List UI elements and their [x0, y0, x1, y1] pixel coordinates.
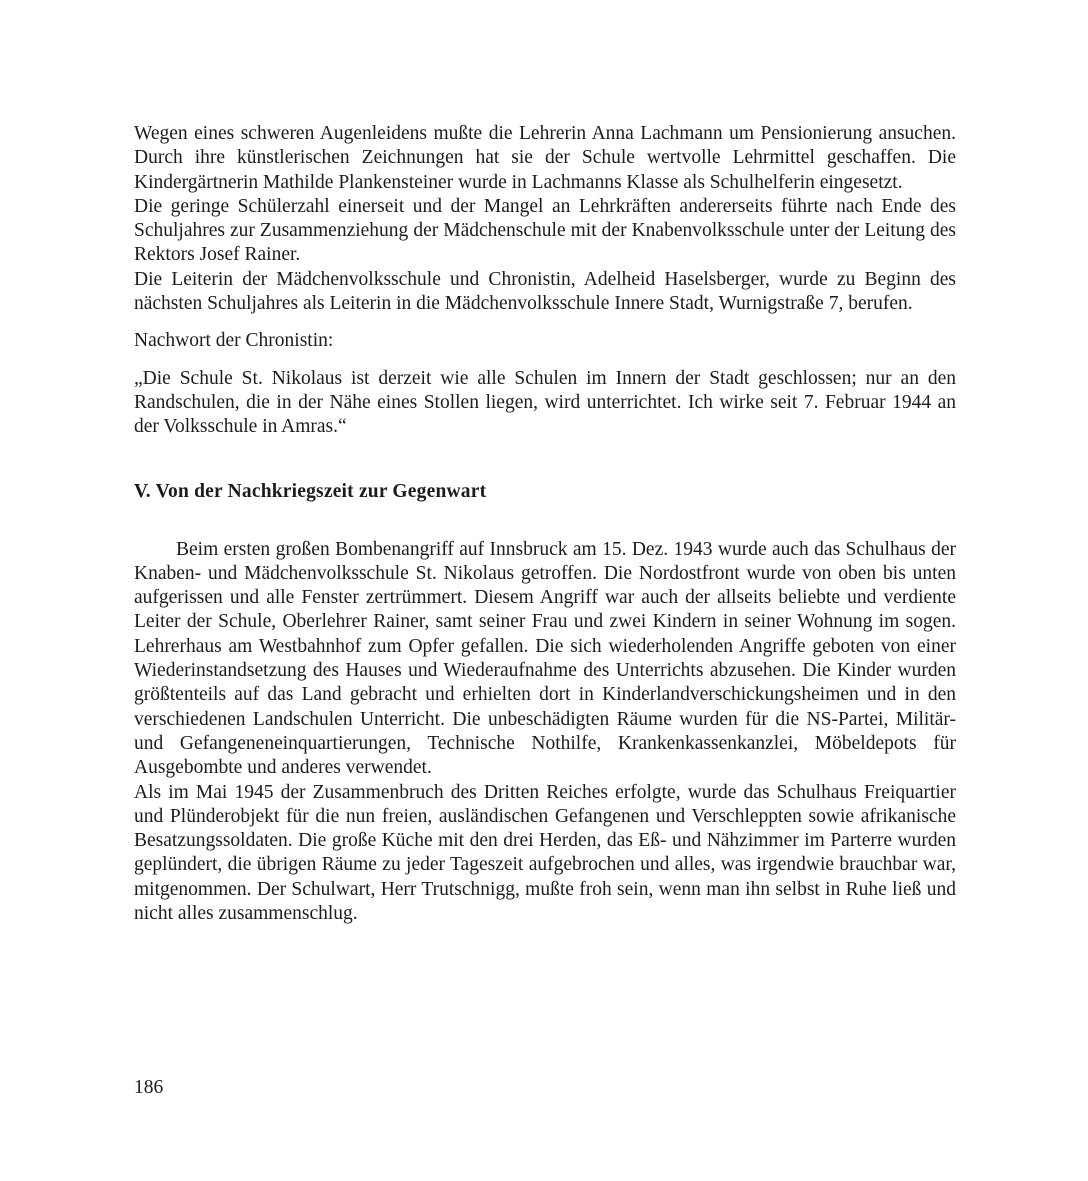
afterword-heading: Nachwort der Chronistin:: [134, 330, 334, 352]
paragraph-plundering: Als im Mai 1945 der Zusammenbruch des Dritten Reiches erfolgte, wurde das Schulhaus Freiquartier und Plünderobjekt für die nun freien, ausländischen Gefangenen und Verschleppten sowie afrikanische Besatzungssoldaten. Die große Küche mit den drei Herden, das Eß- und Nähzimmer im Parterre wurden geplündert, die übrigen Räume zu jeder Tageszeit aufgebrochen und alles, was irgendwie brauchbar war, mitgenommen. Der Schulwart, Herr Trutschnigg, mußte froh sein, wenn man ihn selbst in Ruhe ließ und nicht alles zusammenschlug.: [134, 781, 956, 925]
page-number: 186: [134, 1077, 164, 1098]
spacer: [134, 354, 956, 367]
spacer: [134, 504, 956, 538]
paragraph-bombing: Beim ersten großen Bombenangriff auf Innsbruck am 15. Dez. 1943 wurde auch das Schulhaus der Knaben- und Mädchenvolksschule St. Nikolaus getroffen. Die Nordostfront wurde von oben bis unten aufgerissen und alle Fenster zertrümmert. Diesem Angriff war auch der allseits beliebte und verdiente Leiter der Schule, Oberlehrer Rainer, samt seiner Frau und zwei Kindern in seiner Wohnung im sogen. Lehrerhaus am Westbahnhof zum Opfer gefallen. Die sich wiederholenden Angriffe geboten von einer Wiederinstandsetzung des Hauses und Wiederaufnahme des Unterrichts abzusehen. Die Kinder wurden größtenteils auf das Land gebracht und erhielten dort in Kinderlandverschickungsheimen und in den verschiedenen Landschulen Unterricht. Die unbeschädigten Räume wurden für die NS-Partei, Militär- und Gefangeneneinquartierungen, Technische Nothilfe, Krankenkassenkanzlei, Möbeldepots für Ausgebombte und anderes verwendet.: [134, 538, 956, 779]
paragraph-chronicler-transfer: Die Leiterin der Mädchenvolksschule und Chronistin, Adelheid Haselsberger, wurde zu Beginn des nächsten Schuljahres als Leiterin in die Mädchenvolksschule Innere Stadt, Wurnigstraße 7, berufen.: [134, 268, 956, 315]
paragraph-pension: Wegen eines schweren Augenleidens mußte die Lehrerin Anna Lachmann um Pensionierung ansuchen. Durch ihre künstlerischen Zeichnungen hat sie der Schule wertvolle Lehrmittel geschaffen. Die Kindergärtnerin Mathilde Plankensteiner wurde in Lachmanns Klasse als Schulhelferin eingesetzt.: [134, 123, 956, 193]
spacer: [134, 316, 956, 329]
spacer: [134, 440, 956, 480]
afterword-quote: „Die Schule St. Nikolaus ist derzeit wie alle Schulen im Innern der Stadt geschlossen; nur an den Randschulen, die in der Nähe eines Stollen liegen, wird unterrichtet. Ich wirke seit 7. Februar 1944 an der Volksschule in Amras.“: [134, 367, 956, 438]
paragraph-school-merger: Die geringe Schülerzahl einerseit und der Mangel an Lehrkräften andererseits führte nach Ende des Schuljahres zur Zusammenziehung der Mädchenschule mit der Knabenvolksschule unter der Leitung des Rektors Josef Rainer.: [134, 195, 956, 266]
section-title: V. Von der Nachkriegszeit zur Gegenwart: [134, 480, 487, 502]
page-body: [134, 122, 956, 926]
